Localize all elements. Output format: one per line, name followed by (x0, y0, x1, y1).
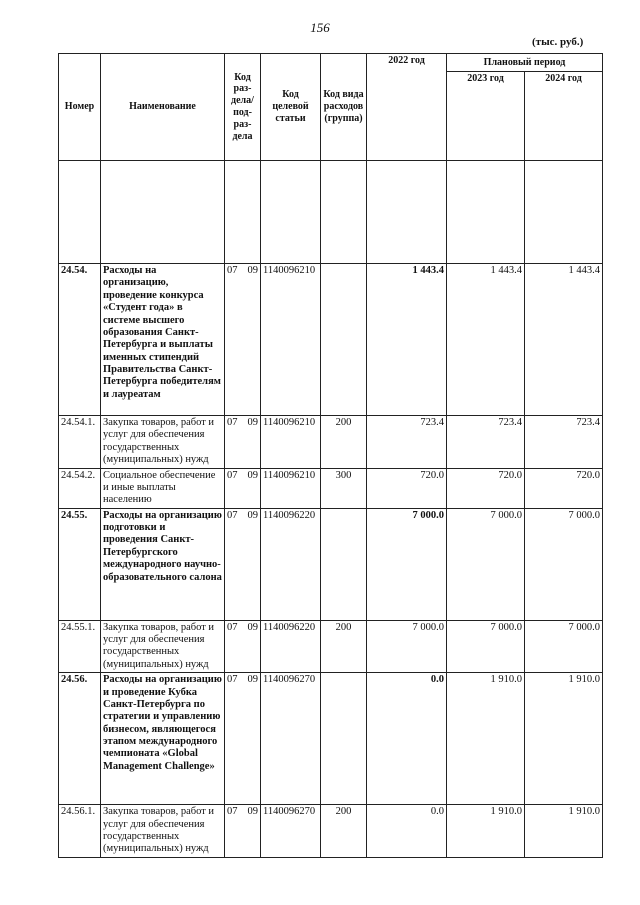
row-target-code: 1140096210 (261, 468, 321, 508)
row-expense-type (321, 264, 367, 416)
row-amount-2022: 0.0 (367, 805, 447, 858)
row-expense-type: 300 (321, 468, 367, 508)
row-subsection: 09 (247, 621, 258, 633)
header-expense-type: Код вида расходов (группа) (321, 54, 367, 161)
units-label: (тыс. руб.) (532, 36, 584, 48)
row-section: 07 (227, 469, 238, 481)
row-amount-2022: 7 000.0 (367, 508, 447, 620)
row-section-code (225, 508, 261, 620)
row-target-code: 1140096220 (261, 508, 321, 620)
budget-table (58, 53, 603, 858)
row-amount-2023: 720.0 (447, 468, 525, 508)
row-name: Социальное обеспечение и иные выплаты населению (101, 468, 225, 508)
table-header (59, 54, 603, 161)
header-target: Код целевой статьи (261, 54, 321, 161)
table-row (59, 416, 603, 469)
header-name: Наименование (101, 54, 225, 161)
row-amount-2022: 1 443.4 (367, 264, 447, 416)
header-planning-period: Плановый период (447, 54, 603, 72)
header-number: Номер (59, 54, 101, 161)
row-subsection: 09 (247, 674, 258, 686)
row-amount-2023: 723.4 (447, 416, 525, 469)
row-amount-2022: 7 000.0 (367, 620, 447, 673)
row-section: 07 (227, 265, 238, 276)
row-section-code (225, 264, 261, 416)
row-section-code (225, 620, 261, 673)
row-number: 24.56.1. (59, 805, 101, 858)
row-amount-2022: 0.0 (367, 673, 447, 805)
row-section: 07 (227, 806, 238, 818)
row-amount-2023: 7 000.0 (447, 508, 525, 620)
row-section: 07 (227, 674, 238, 686)
row-section-code (225, 805, 261, 858)
row-amount-2023: 1 910.0 (447, 673, 525, 805)
row-amount-2024: 723.4 (525, 416, 603, 469)
table-row (59, 673, 603, 805)
row-number: 24.56. (59, 673, 101, 805)
row-expense-type (321, 508, 367, 620)
row-target-code: 1140096210 (261, 416, 321, 469)
row-expense-type (321, 673, 367, 805)
row-target-code: 1140096270 (261, 805, 321, 858)
row-expense-type: 200 (321, 620, 367, 673)
row-expense-type: 200 (321, 805, 367, 858)
table-row (59, 508, 603, 620)
row-name: Расходы на организацию подготовки и проведения Санкт-Петербургского международного научно-образовательного салона (101, 508, 225, 620)
table-row (59, 620, 603, 673)
row-section: 07 (227, 509, 238, 521)
row-subsection: 09 (247, 509, 258, 521)
row-amount-2024: 1 910.0 (525, 805, 603, 858)
row-expense-type: 200 (321, 416, 367, 469)
table-row (59, 264, 603, 416)
row-subsection: 09 (247, 469, 258, 481)
table-row (59, 805, 603, 858)
row-name: Закупка товаров, работ и услуг для обеспечения государственных (муниципальных) нужд (101, 416, 225, 469)
header-2024: 2024 год (525, 72, 603, 161)
header-section: Код раз-дела/ под-раз-дела (225, 54, 261, 161)
table-gap-row (59, 161, 603, 264)
row-subsection: 09 (247, 417, 258, 428)
row-name: Закупка товаров, работ и услуг для обеспечения государственных (муниципальных) нужд (101, 620, 225, 673)
row-number: 24.54. (59, 264, 101, 416)
row-target-code: 1140096210 (261, 264, 321, 416)
row-section-code (225, 468, 261, 508)
row-amount-2024: 1 443.4 (525, 264, 603, 416)
table-row (59, 468, 603, 508)
row-section-code (225, 416, 261, 469)
row-number: 24.55. (59, 508, 101, 620)
header-2023: 2023 год (447, 72, 525, 161)
row-amount-2024: 720.0 (525, 468, 603, 508)
row-section: 07 (227, 417, 238, 428)
row-target-code: 1140096270 (261, 673, 321, 805)
row-subsection: 09 (247, 806, 258, 818)
row-amount-2022: 723.4 (367, 416, 447, 469)
row-section: 07 (227, 621, 238, 633)
row-target-code: 1140096220 (261, 620, 321, 673)
row-number: 24.54.2. (59, 468, 101, 508)
row-section-code (225, 673, 261, 805)
row-number: 24.54.1. (59, 416, 101, 469)
row-name: Закупка товаров, работ и услуг для обеспечения государственных (муниципальных) нужд (101, 805, 225, 858)
row-amount-2023: 1 443.4 (447, 264, 525, 416)
row-subsection: 09 (247, 265, 258, 276)
row-amount-2024: 1 910.0 (525, 673, 603, 805)
page-number: 156 (310, 20, 330, 35)
row-amount-2024: 7 000.0 (525, 508, 603, 620)
row-amount-2022: 720.0 (367, 468, 447, 508)
table-body (59, 161, 603, 858)
row-amount-2024: 7 000.0 (525, 620, 603, 673)
header-2022: 2022 год (367, 54, 447, 161)
row-name: Расходы на организацию, проведение конкурса «Студент года» в системе высшего образования Санкт-Петербурга и выплаты именных стипендий Правительства Санкт-Петербурга победителям и лауреатам (101, 264, 225, 416)
row-name: Расходы на организацию и проведение Кубка Санкт-Петербурга по стратегии и управлению бизнесом, являющегося этапом международного чемпионата «Global Management Challenge» (101, 673, 225, 805)
row-amount-2023: 7 000.0 (447, 620, 525, 673)
row-amount-2023: 1 910.0 (447, 805, 525, 858)
row-number: 24.55.1. (59, 620, 101, 673)
